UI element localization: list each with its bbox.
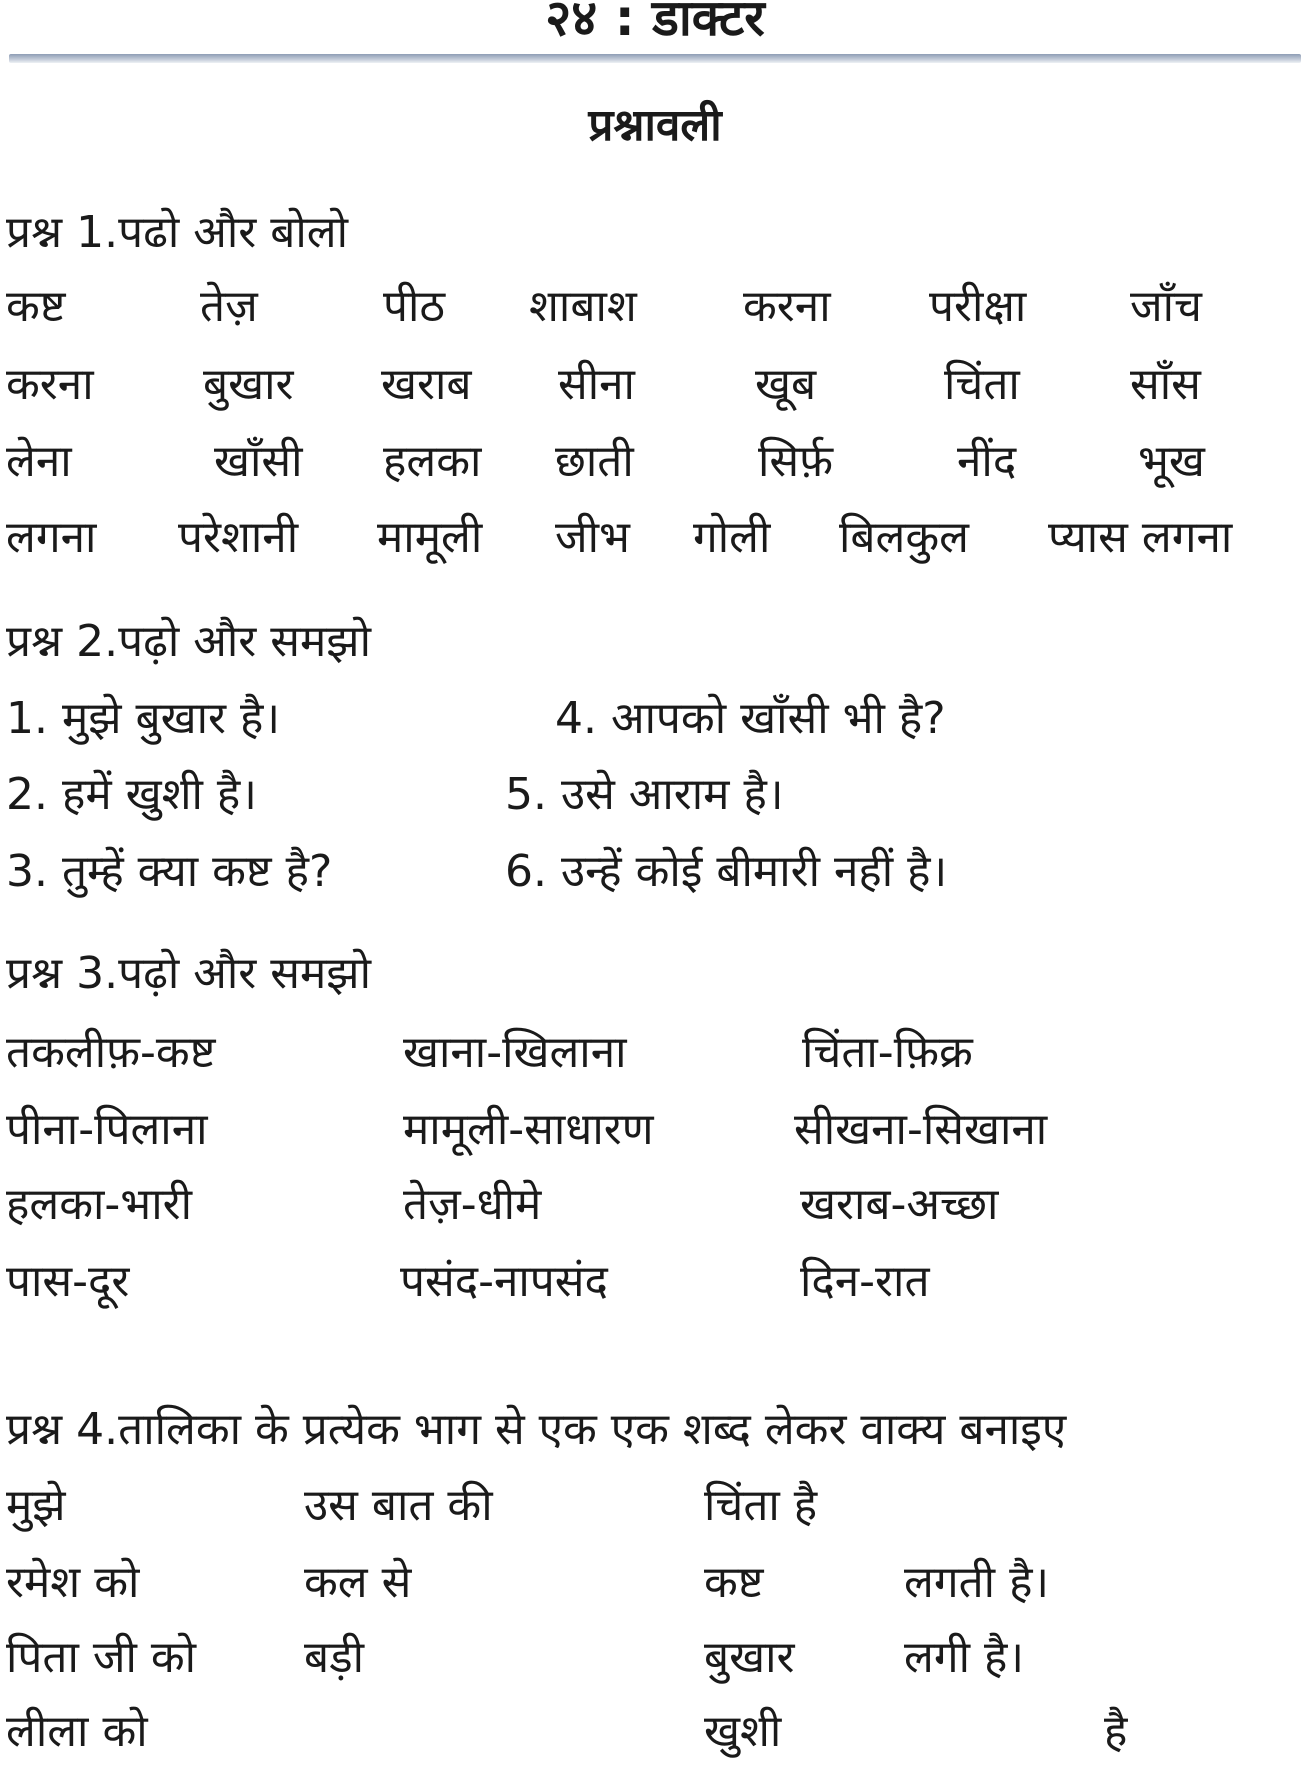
vocab-word: परेशानी [178, 512, 299, 563]
chapter-title: २४ : डाक्टर [545, 0, 765, 47]
vocab-word: खाँसी [214, 436, 303, 487]
vocab-word: बुखार [203, 359, 294, 410]
table-cell: खुशी [704, 1706, 782, 1757]
sentence-item: 5. उसे आराम है। [505, 769, 784, 820]
table-cell: मुझे [6, 1480, 66, 1531]
table-cell: लीला को [6, 1706, 148, 1757]
word-pair: चिंता-फ़िक्र [802, 1027, 973, 1078]
table-cell: लगी है। [904, 1632, 1025, 1683]
vocab-word: साँस [1130, 359, 1201, 410]
vocab-word: परीक्षा [929, 281, 1027, 332]
word-pair: पीना-पिलाना [6, 1104, 208, 1155]
section-title: प्रश्नावली [588, 100, 722, 151]
table-cell: कल से [304, 1557, 412, 1608]
vocab-word: जाँच [1130, 281, 1202, 332]
table-cell: कष्ट [704, 1557, 764, 1608]
vocab-word: सीना [558, 359, 635, 410]
vocab-word: भूख [1138, 436, 1205, 487]
table-cell: उस बात की [304, 1480, 493, 1531]
table-cell: बुखार [704, 1632, 795, 1683]
vocab-word: मामूली [377, 512, 483, 563]
sentence-item: 2. हमें खुशी है। [6, 769, 257, 820]
vocab-word: खूब [755, 359, 817, 410]
sentence-item: 3. तुम्हें क्या कष्ट है? [6, 846, 333, 897]
vocab-word: खराब [381, 359, 472, 410]
word-pair: सीखना-सिखाना [794, 1104, 1048, 1155]
question-1-heading: प्रश्न 1.पढो और बोलो [6, 207, 348, 258]
vocab-word: जीभ [555, 512, 630, 563]
table-cell: बड़ी [304, 1632, 365, 1683]
table-cell: रमेश को [6, 1557, 140, 1608]
word-pair: दिन-रात [800, 1256, 930, 1307]
vocab-word: नींद [957, 436, 1017, 487]
vocab-word: चिंता [944, 359, 1020, 410]
vocab-word: शाबाश [529, 281, 637, 332]
table-cell: पिता जी को [6, 1632, 197, 1683]
sentence-item: 1. मुझे बुखार है। [6, 693, 281, 744]
vocab-word: लेना [6, 436, 72, 487]
table-cell: है [1104, 1706, 1128, 1757]
vocab-word: गोली [693, 512, 771, 563]
word-pair: पसंद-नापसंद [400, 1256, 608, 1307]
word-pair: हलका-भारी [6, 1179, 192, 1230]
vocab-word: तेज़ [200, 281, 258, 332]
vocab-word: छाती [555, 436, 634, 487]
title-divider [9, 54, 1301, 63]
vocab-word: सिर्फ़ [758, 436, 834, 487]
question-4-heading: प्रश्न 4.तालिका के प्रत्येक भाग से एक एक शब्द लेकर वाक्य बनाइए [6, 1404, 1067, 1455]
word-pair: मामूली-साधारण [403, 1104, 654, 1155]
vocab-word: लगना [6, 512, 97, 563]
vocab-word: करना [743, 281, 831, 332]
word-pair: खराब-अच्छा [800, 1179, 999, 1230]
word-pair: पास-दूर [6, 1256, 130, 1307]
word-pair: तकलीफ़-कष्ट [6, 1027, 216, 1078]
word-pair: खाना-खिलाना [403, 1027, 627, 1078]
vocab-word: प्यास लगना [1048, 512, 1233, 563]
vocab-word: बिलकुल [839, 512, 969, 563]
table-cell: चिंता है [704, 1480, 818, 1531]
sentence-item: 4. आपको खाँसी भी है? [555, 693, 946, 744]
table-cell: लगती है। [904, 1557, 1050, 1608]
vocab-word: हलका [383, 436, 482, 487]
vocab-word: करना [6, 359, 94, 410]
word-pair: तेज़-धीमे [403, 1179, 542, 1230]
question-2-heading: प्रश्न 2.पढ़ो और समझो [6, 616, 371, 667]
vocab-word: पीठ [383, 281, 445, 332]
sentence-item: 6. उन्हें कोई बीमारी नहीं है। [505, 846, 948, 897]
vocab-word: कष्ट [6, 281, 66, 332]
question-3-heading: प्रश्न 3.पढ़ो और समझो [6, 948, 371, 999]
